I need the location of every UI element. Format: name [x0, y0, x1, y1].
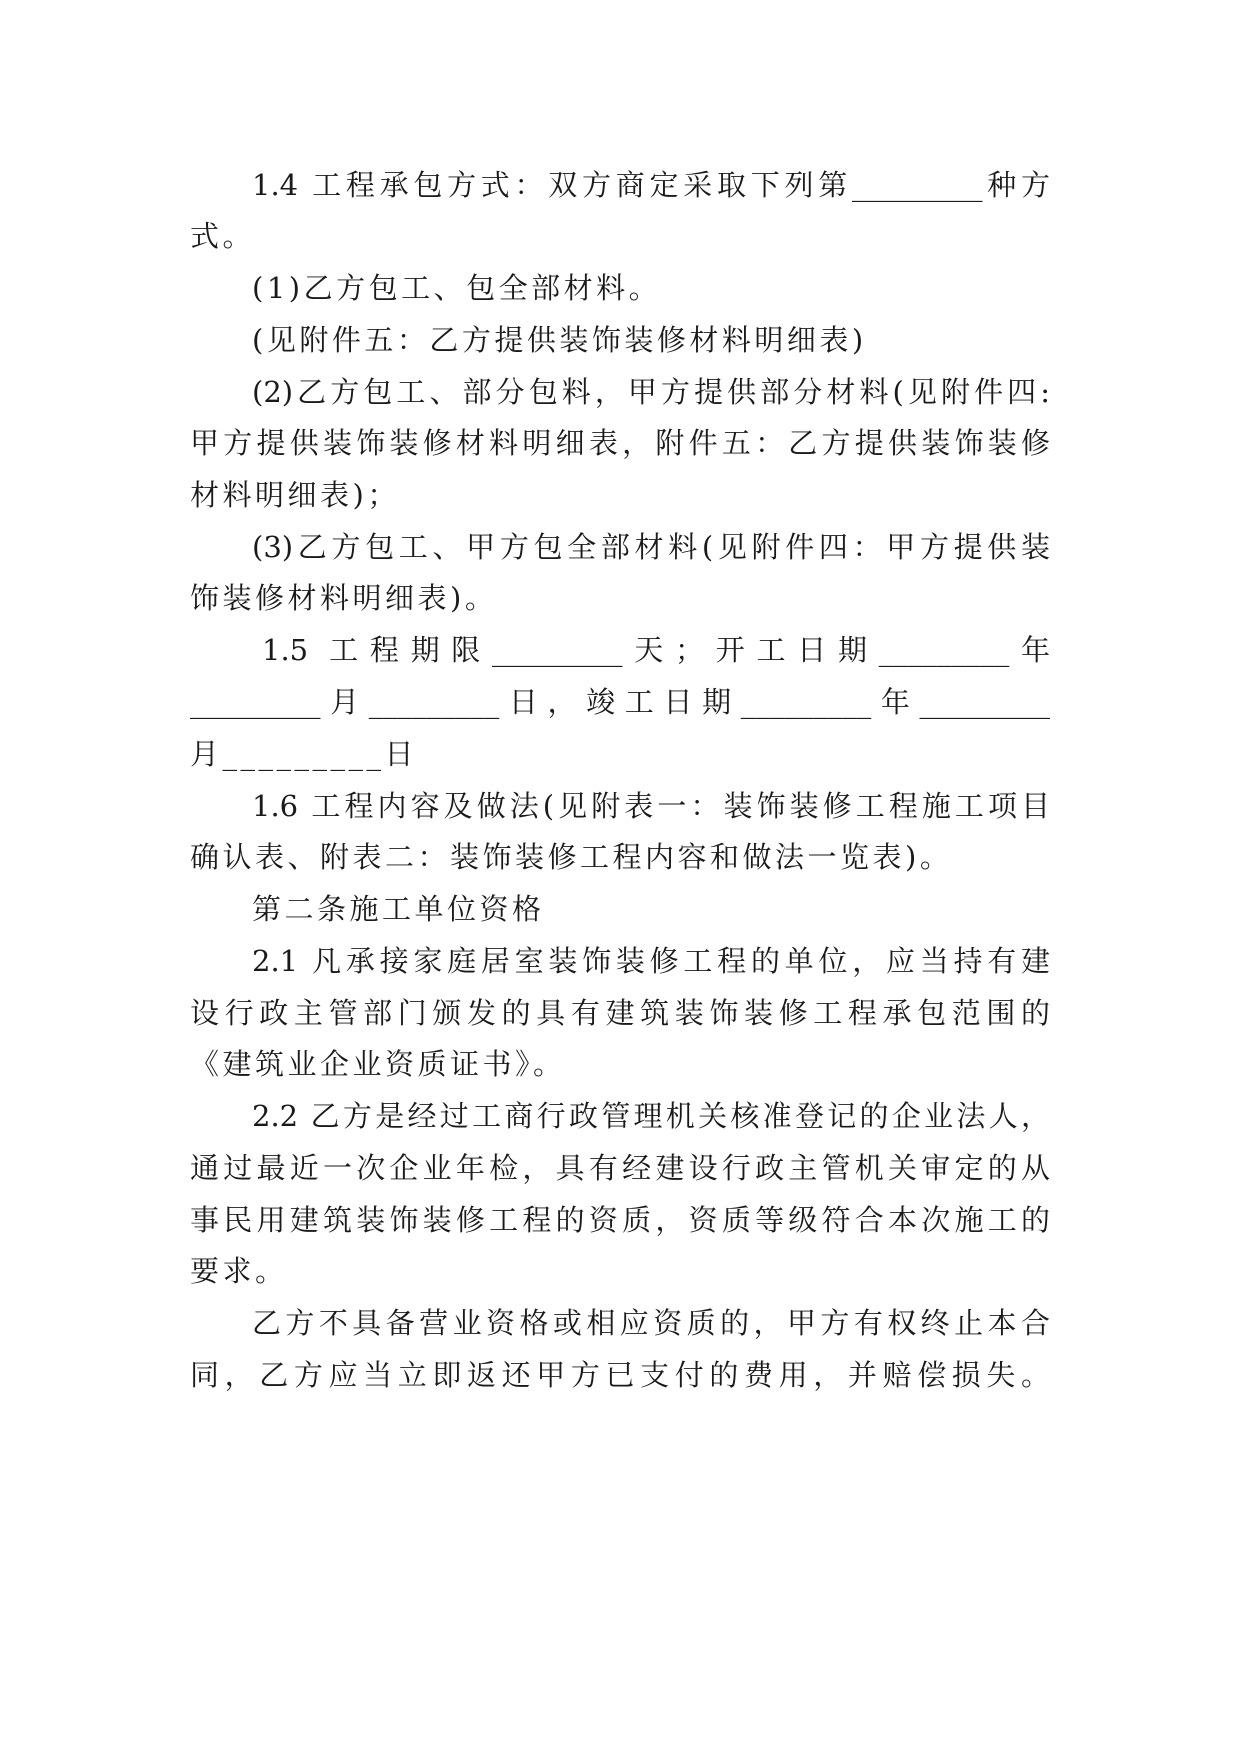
paragraph-2-2-line-3: 事民用建筑装饰装修工程的资质，资质等级符合本次施工的 — [190, 1203, 1050, 1237]
paragraph-2-1-line-3: 《建筑业企业资质证书》。 — [190, 1047, 566, 1081]
article-2-heading: 第二条施工单位资格 — [252, 892, 545, 926]
paragraph-1-5-line-1: 1.5 工程期限_________天；开工日期_________年 — [262, 633, 1050, 667]
paragraph-2-2-line-4: 要求。 — [190, 1254, 288, 1288]
paragraph-1-5-line-2: _________月_________日，竣工日期_________年_________ — [190, 685, 1050, 719]
paragraph-1-6-line-2: 确认表、附表二：装饰装修工程内容和做法一览表)。 — [190, 840, 953, 874]
paragraph-termination-line-2: 同，乙方应当立即返还甲方已支付的费用，并赔偿损失。 — [190, 1358, 1050, 1392]
option-2-line-1: (2)乙方包工、部分包料，甲方提供部分材料(见附件四: — [252, 375, 1050, 409]
option-2-line-2: 甲方提供装饰装修材料明细表，附件五：乙方提供装饰装修 — [190, 426, 1050, 460]
option-3-line-1: (3)乙方包工、甲方包全部材料(见附件四：甲方提供装 — [252, 530, 1050, 564]
option-3-line-2: 饰装修材料明细表)。 — [190, 581, 498, 615]
paragraph-2-2-line-2: 通过最近一次企业年检，具有经建设行政主管机关审定的从 — [190, 1151, 1050, 1185]
option-2-line-3: 材料明细表)； — [190, 478, 400, 512]
paragraph-2-1-line-1: 2.1 凡承接家庭居室装饰装修工程的单位，应当持有建 — [252, 944, 1050, 978]
paragraph-1-4-line-1: 1.4 工程承包方式：双方商定采取下列第_________种方 — [252, 168, 1050, 202]
paragraph-termination-line-1: 乙方不具备营业资格或相应资质的，甲方有权终止本合 — [252, 1306, 1050, 1340]
paragraph-1-6-line-1: 1.6 工程内容及做法(见附表一：装饰装修工程施工项目 — [252, 789, 1050, 823]
paragraph-2-1-line-2: 设行政主管部门颁发的具有建筑装饰装修工程承包范围的 — [190, 996, 1050, 1030]
paragraph-1-4-line-2: 式。 — [190, 219, 256, 253]
option-1-note-line: (见附件五：乙方提供装饰装修材料明细表) — [252, 323, 867, 357]
option-1-line: (1)乙方包工、包全部材料。 — [252, 271, 662, 305]
paragraph-1-5-line-3: 月_________日 — [190, 737, 418, 771]
paragraph-2-2-line-1: 2.2 乙方是经过工商行政管理机关核准登记的企业法人， — [252, 1099, 1050, 1133]
